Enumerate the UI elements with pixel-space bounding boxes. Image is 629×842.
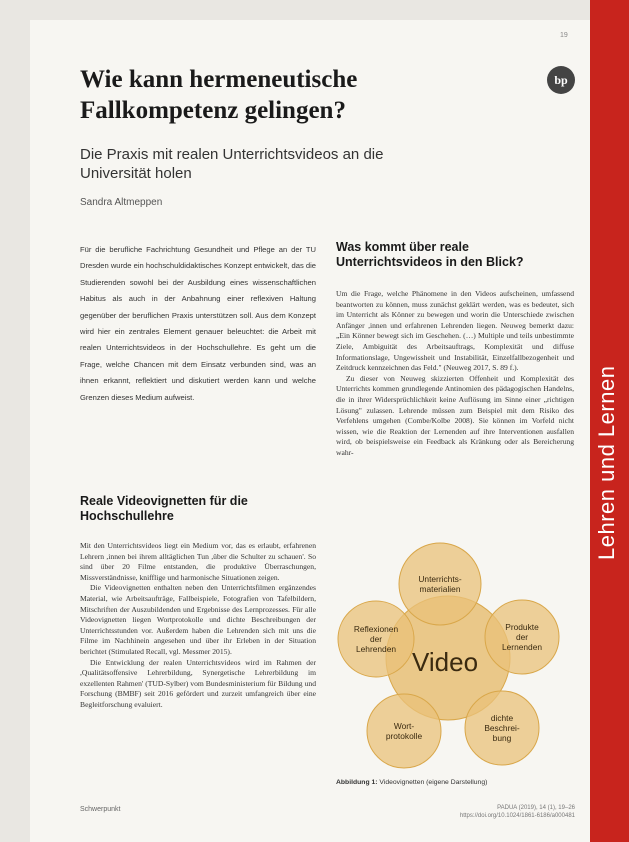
article-subtitle: Die Praxis mit realen Unterrichtsvideos an die Universität holen <box>80 146 384 182</box>
diagram-node-label: Produkte der Lernenden <box>501 622 543 652</box>
caption-text: Videovignetten (eigene Darstellung) <box>379 779 488 786</box>
footer-citation: PADUA (2019), 14 (1), 19–26 <box>497 805 575 811</box>
video-vignette-diagram <box>330 540 570 775</box>
page-number: 19 <box>560 32 568 39</box>
journal-logo: bp <box>547 66 575 94</box>
paragraph: Die Videovignetten enthalten neben den Unterrichtsfilmen ergänzendes Material, wie Arbeitsaufträge, Fallbeispiele, Fotografien von Tafelbildern, Mitschriften der Auszubildenden und Ergebnisse des Lernprozesses. Für alle Videovignetten liegen Wortprotokolle und dichte Beschreibungen der Unterrichtsstunden vor. Außerdem haben die Lehrenden sich mit uns die Filme im Nachhinein angesehen und über ihr Erleben in der Situation berichtet (Stimulated Recall, vgl. Messmer 2015). <box>80 583 316 656</box>
section-tab-label: Lehren und Lernen <box>594 365 619 560</box>
diagram-node-label: dichte Beschrei- bung <box>484 713 520 743</box>
footer-doi: https://doi.org/10.1024/1861-6186/a000481 <box>459 813 575 819</box>
diagram-node-label: Unterrichts- materialien <box>418 574 462 594</box>
paragraph: Zu dieser von Neuweg skizzierten Offenheit und Komplexität des Unterrichts kommen grundlegende Antinomien des pädagogischen Handelns, die in ihrer Widersprüchlichkeit keine Auflösung im Sinne einer „richtigen Lösung" zulassen. Lehrende müssen zum Beispiel mit dem Risiko des Verfehlens umgehen (Combe/Kolbe 2008). Sie können im Vorfeld nicht wissen, wie die Reaktion der Lernenden auf ihre Interventionen ausfallen wird, ob beispielsweise ein Feedback als Kränkung oder als Bereicherung wahr- <box>336 373 574 457</box>
article-author: Sandra Altmeppen <box>80 197 163 208</box>
section-heading-videovignetten: Reale Videovignetten für die Hochschullehre <box>80 494 248 523</box>
diagram-node-label: Reflexionen der Lehrenden <box>353 624 399 654</box>
section-heading-blick: Was kommt über reale Unterrichtsvideos in den Blick? <box>336 240 524 269</box>
footer-right <box>450 804 575 820</box>
article-abstract: Für die berufliche Fachrichtung Gesundheit und Pflege an der TU Dresden wurde ein hochschuldidaktisches Konzept entwickelt, das die Studierenden sowohl bei der Ausbildung eines wissenschaftlichen Habitus als auch in der Anbahnung einer reflexiven Haltung gegenüber der beruflichen Praxis unterstützen soll. Aus dem Konzept wird hier ein zentrales Element genauer beleuchtet: die Arbeit mit realen Unterrichtsvideos in der Hochschullehre. Es geht um die Frage, welche Chancen mit dem Einsatz verbunden sind, was an ihnen erkannt, reflektiert und diskutiert werden kann und welche Grenzen dieses Medium aufweist. <box>80 245 316 402</box>
paragraph: Um die Frage, welche Phänomene in den Videos aufscheinen, umfassend beantworten zu können, muss zunächst geklärt werden, was es bedeutet, sich im Unterricht als Könner zu bewegen und worin die Unterschiede zwischen Anfänger ,innen und erfahrenen Lehrenden liegen. Neuweg bemerkt dazu: „Ein Könner bewegt sich im Geschehen. (…) Multiple und teils unbestimmte Ziele, Ambiguität des Arbeitsauftrags, Komplexität und diffuse Informationslage, Ungewissheit und Instabilität, Einzelfallbezogenheit und Zeitdruck kennzeichnen das Feld." (Neuweg 2017, S. 89 f.). <box>336 289 574 373</box>
paragraph: Die Entwicklung der realen Unterrichtsvideos wird im Rahmen der ,Qualitätsoffensive Lehrerbildung, Synergetische Lehrerbildung im exzellenten Rahmen' (TUD-Sylber) vom Bundesministerium für Bildung und Forschung (BMBF) seit 2016 gefördert und zurzeit umfangreich über eine Begleitforschung evaluiert. <box>80 657 316 709</box>
section-body-blick <box>336 289 574 459</box>
footer-left: Schwerpunkt <box>80 806 121 813</box>
section-body-videovignetten <box>80 541 316 711</box>
diagram-center-label: Video <box>412 647 479 677</box>
section-tab <box>590 0 629 842</box>
paragraph: Mit den Unterrichtsvideos liegt ein Medium vor, das es erlaubt, erfahrenen Lehrern ,innen bei ihrem alltäglichen Tun ,über die Schulter zu schauen'. So sind über 20 Filme entstanden, die produktive Überraschungen, Missverständnisse, knifflige und harmonische Situationen zeigen. <box>80 541 316 582</box>
caption-label: Abbildung 1: <box>336 779 378 786</box>
article-title: Wie kann hermeneutische Fallkompetenz gelingen? <box>80 66 358 124</box>
figure-caption <box>336 779 487 786</box>
diagram-node-label: Wort- protokolle <box>385 721 423 741</box>
